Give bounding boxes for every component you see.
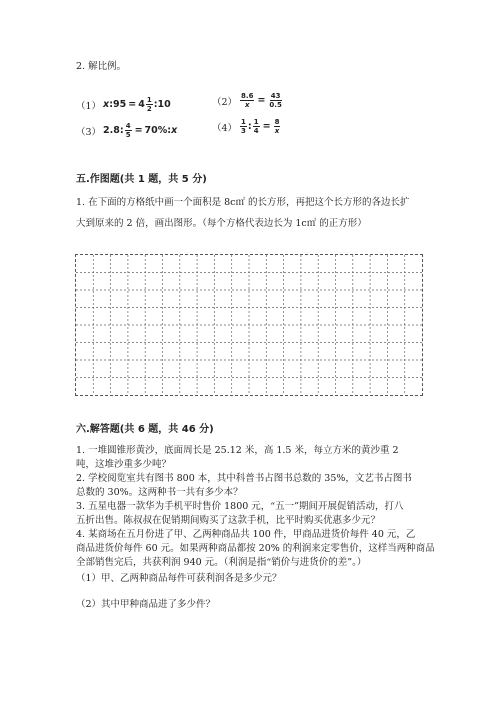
- denominator: x: [244, 101, 250, 109]
- variable: x: [171, 125, 178, 136]
- ratio-sign: :: [153, 99, 158, 110]
- question-line: 吨，这堆沙重多少吨？: [76, 459, 172, 470]
- question-line: 3. 五星电器一款华为手机平时售价 1800 元，“五一”期间开展促销活动，打八: [76, 501, 404, 512]
- fraction: [268, 92, 282, 109]
- ratio-sign: :: [119, 125, 124, 136]
- equation-number: （4）: [212, 122, 238, 134]
- solve-proportion-label: 2. 解比例。: [76, 61, 127, 72]
- numerator: 8: [274, 118, 280, 126]
- ratio-sign: :: [247, 121, 252, 132]
- question-text: 大到原来的 2 倍，画出图形。（每个方格代表边长为 1c㎡ 的正方形）: [76, 218, 367, 229]
- question-text: 1. 在下面的方格纸中画一个面积是 8c㎡ 的长方形，再把这个长方形的各边长扩: [76, 197, 410, 208]
- fraction: [274, 118, 281, 135]
- number: 10: [157, 99, 171, 110]
- numerator: 4: [125, 122, 131, 130]
- whole-number: 4: [138, 99, 145, 110]
- section-6-heading: 六.解答题(共 6 题，共 46 分): [76, 424, 214, 435]
- sub-question: （1）甲、乙两种商品每件可获利润各是多少元？: [76, 573, 282, 584]
- grid-lines: [76, 255, 424, 397]
- numerator: 8.6: [241, 92, 254, 100]
- denominator: 4: [253, 127, 259, 135]
- denominator: 5: [125, 131, 131, 139]
- fraction: [253, 118, 260, 135]
- sub-question: （2）其中甲种商品进了多少件？: [76, 599, 216, 610]
- question-line: 2. 学校阅览室共有图书 800 本，其中科普书占图书总数的 35%，文艺书占图书: [76, 473, 412, 484]
- section-5-heading: 五.作图题(共 1 题，共 5 分): [76, 174, 207, 185]
- numerator: 1: [253, 118, 259, 126]
- equation-4: [212, 118, 281, 135]
- question-line: 五折出售。陈叔叔在促销期间购买了这款手机，比平时购买优惠多少元？: [76, 515, 381, 526]
- percent: 70%: [144, 125, 168, 136]
- fraction: [125, 122, 132, 139]
- equals-sign: =: [128, 99, 137, 110]
- fraction: [240, 118, 247, 135]
- equals-sign: =: [262, 121, 271, 132]
- denominator: 3: [241, 127, 246, 135]
- numerator: 43: [270, 92, 281, 100]
- denominator: x: [274, 127, 280, 135]
- equals-sign: =: [134, 125, 143, 136]
- denominator: 0.5: [269, 101, 282, 109]
- ratio-sign: :: [109, 99, 113, 110]
- variable: x: [103, 99, 110, 110]
- denominator: 2: [146, 105, 152, 113]
- fraction: [240, 92, 254, 109]
- question-line: 总数的 30%。这两种书一共有多少本？: [76, 487, 243, 498]
- equation-number: （3）: [76, 126, 102, 138]
- equation-3: [76, 122, 177, 139]
- equation-1: [76, 96, 171, 113]
- ratio-sign: :: [167, 125, 172, 136]
- questions-block: [76, 444, 435, 570]
- fraction: [146, 96, 153, 113]
- equals-sign: =: [257, 95, 266, 106]
- number: 95: [113, 99, 127, 110]
- numerator: 1: [146, 96, 152, 104]
- number: 2.8: [103, 125, 120, 136]
- grid-paper[interactable]: [75, 254, 423, 396]
- numerator: 1: [241, 118, 246, 126]
- question-line: 商品进货价每件 60 元。如果两种商品都按 20% 的利润来定零售价，这样当两种商品: [76, 543, 435, 554]
- question-line: 1. 一堆圆锥形黄沙，底面周长是 25.12 米，高 1.5 米，每立方米的黄沙重 2: [76, 445, 399, 456]
- question-line: 4. 某商场在五月份进了甲、乙两种商品共 100 件，甲商品进货价每件 40 元，乙: [76, 529, 416, 540]
- equation-number: （1）: [76, 100, 102, 112]
- question-line: 全部销售完后，共获利润 940 元。（利润是指“销价与进货价的差”。）: [76, 557, 367, 568]
- equation-number: （2）: [212, 96, 238, 108]
- equation-2: [212, 92, 284, 109]
